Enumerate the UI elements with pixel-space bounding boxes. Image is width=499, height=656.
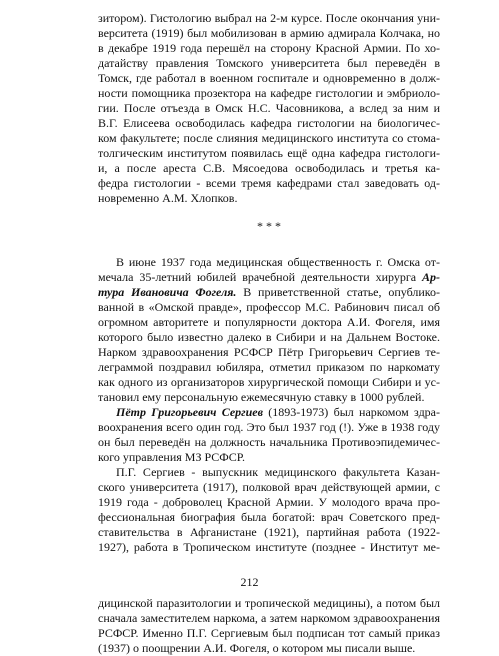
text-line: и, а после ареста С.В. Мясоедова освободилась и третья ка- <box>98 161 440 175</box>
text-line: П.Г. Сергиев - выпускник медицинского факультета Казан- <box>116 465 440 479</box>
text-line <box>116 405 440 420</box>
text-line: ванной в «Омской правде», профессор М.С. Рабинович писал об <box>98 300 440 314</box>
text-line: в декабре 1919 года перешёл на сторону Красной Армии. По хо- <box>98 41 440 55</box>
text-line: 1919 года - доброволец Красной Армии. У молодого врача про- <box>98 495 440 509</box>
page-number: 212 <box>240 575 259 589</box>
text-line: он был переведён на должность начальника Противоэпидемичес- <box>98 435 440 449</box>
text-line: которого было известно далеко в Сибири и на Дальнем Востоке. <box>98 330 440 344</box>
text-line: фессиональная биография была богатой: врач Советского пред- <box>98 510 440 524</box>
text-line: (1937) о поощрении А.И. Фогеля, о котором мы писали выше. <box>98 641 416 655</box>
text-line: толгическим институтом появилась ещё одна кафедра гистологи- <box>98 146 440 160</box>
text-line: сначала заместителем наркома, а затем наркомом здравоохранения <box>98 611 440 625</box>
bold-name: Ар- <box>422 270 440 284</box>
text-line: гии. После отъезда в Омск Н.С. Часовникова, а вслед за ним и <box>98 101 440 115</box>
text-line: тановил ему персональную ежемесячную ставку в 1000 рублей. <box>98 390 425 404</box>
text-line: леграммой поздравил юбиляра, отметил приказом по наркомату <box>98 360 440 374</box>
text-line: дицинской паразитологии и тропической медицины), а потом был <box>98 596 440 610</box>
text-line: В июне 1937 года медицинская общественность г. Омска от- <box>116 255 440 269</box>
text-line: зитором). Гистологию выбрал на 2-м курсе. После окончания уни- <box>98 11 440 25</box>
text-line: воохранения всего один год. Это был 1937 год (!). Уже в 1938 году <box>98 420 440 434</box>
text-line: Томск, где работал в военном госпитале и одновременно в долж- <box>98 71 440 85</box>
text-line: Нарком здравоохранения РСФСР Пётр Григорьевич Сергиев те- <box>98 345 440 359</box>
text-line: ского университета (1917), полковой врач действующей армии, с <box>98 480 440 494</box>
text-line: новременно А.М. Хлопков. <box>98 191 238 205</box>
text-line: 1927), работа в Тропическом институте (позднее - Институт ме- <box>98 540 440 554</box>
text-segment: мечала 35-летний юбилей врачебной деятельности хирурга <box>98 270 422 284</box>
text-segment: (1893-1973) был наркомом здра- <box>262 405 440 419</box>
text-line: федра гистологии - всеми тремя кафедрами стал заведовать од- <box>98 176 440 190</box>
text-line: кого управления МЗ РСФСР. <box>98 450 245 464</box>
section-separator: * * * <box>257 219 281 233</box>
text-segment: В приветственной статье, опублико- <box>236 285 440 299</box>
text-line: ком факультете; после слияния медицинского института со стома- <box>98 131 440 145</box>
bold-name: Пётр Григорьевич Сергиев <box>116 405 263 419</box>
text-line <box>98 270 440 285</box>
text-line: датайству правления Томского университета был переведён в <box>98 56 440 70</box>
text-line: ставительства в Афганистане (1921), партийная работа (1922- <box>98 525 440 539</box>
text-line: В.Г. Елисеева освободилась кафедра гистологии на биологичес- <box>98 116 440 130</box>
text-line: ности помощника прозектора на кафедре гистологии и эмбриоло- <box>98 86 440 100</box>
text-line <box>98 285 440 300</box>
bold-name: тура Ивановича Фогеля. <box>98 285 237 299</box>
text-line: РСФСР. Именно П.Г. Сергиевым был подписан тот самый приказ <box>98 626 440 640</box>
text-line: как одного из организаторов хирургической помощи Сибири и ус- <box>98 375 440 389</box>
text-line: огромном авторитете и популярности доктора А.И. Фогеля, имя <box>98 315 440 329</box>
text-line: верситета (1919) был мобилизован в армию адмирала Колчака, но <box>98 26 440 40</box>
